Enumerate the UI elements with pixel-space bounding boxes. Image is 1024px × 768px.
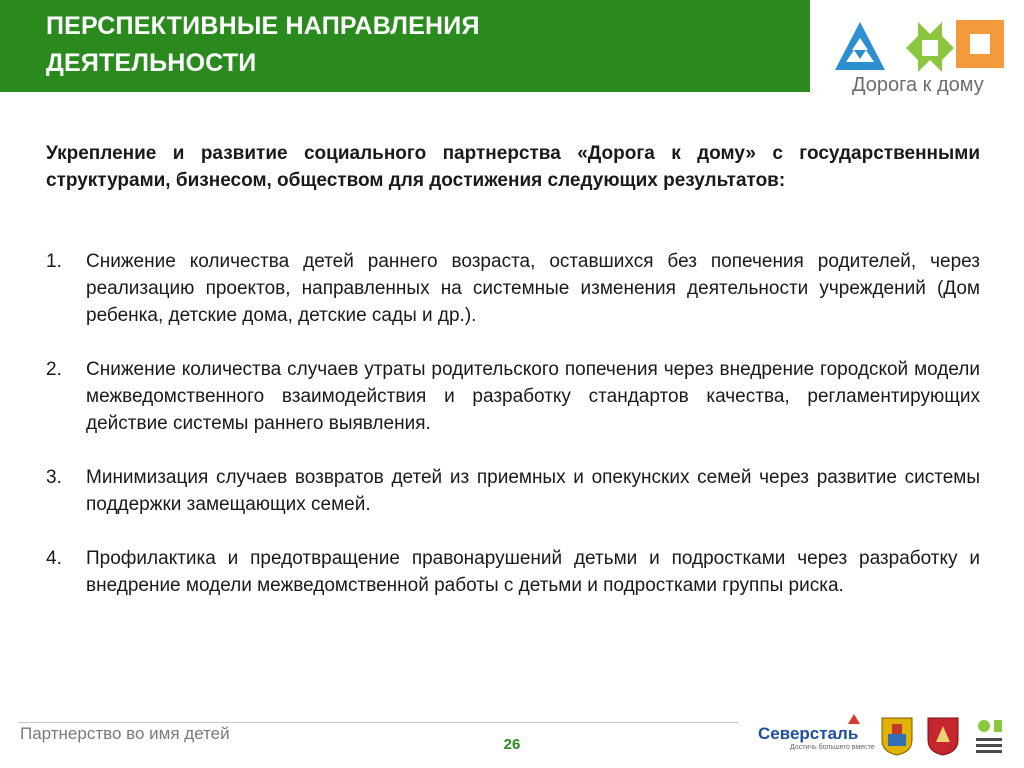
footer-divider — [18, 722, 738, 723]
list-item — [46, 248, 980, 329]
list-item-text: Профилактика и предотвращение правонарушений детьми и подростками через разработку и внедрение модели межведомственной работы с детьми и подростками группы риска. — [86, 548, 980, 596]
page-title — [46, 8, 786, 82]
list-item-number: 3. — [46, 467, 62, 488]
list-item — [46, 356, 980, 437]
list-item — [46, 464, 980, 518]
footer-text: Партнерство во имя детей — [20, 724, 230, 743]
severstal-tagline: Достичь большего вместе — [790, 744, 875, 751]
list-item — [46, 545, 980, 599]
green-cross-icon — [906, 22, 954, 72]
blue-triangle-icon — [835, 22, 885, 70]
children-fund-logo-icon — [972, 716, 1006, 756]
results-list — [46, 248, 980, 626]
list-item-text: Снижение количества случаев утраты родительского попечения через внедрение городской модели межведомственного взаимодействия и разработку стандартов качества, регламентирующих действие системы раннего выявления. — [86, 359, 980, 434]
severstal-mark-icon — [846, 712, 862, 726]
list-item-number: 4. — [46, 548, 62, 569]
list-item-text: Снижение количества детей раннего возраста, оставшихся без попечения родителей, через реализацию проектов, направленных на системные изменения деятельности учреждений (Дом ребенка, детские дома, детские сады и др.). — [86, 251, 980, 326]
city-emblem-icon — [880, 716, 914, 756]
logo-caption: Дорога к дому — [852, 74, 984, 96]
page-number: 26 — [503, 736, 521, 753]
intro-paragraph: Укрепление и развитие социального партнерства «Дорога к дому» с государственными структурами, бизнесом, обществом для достижения следующих результатов: — [46, 143, 980, 191]
list-item-number: 2. — [46, 359, 62, 380]
list-item-text: Минимизация случаев возвратов детей из приемных и опекунских семей через развитие системы поддержки замещающих семей. — [86, 467, 980, 515]
severstal-logo: Северсталь — [758, 724, 859, 743]
page-title-line-1: ПЕРСПЕКТИВНЫЕ НАПРАВЛЕНИЯ — [46, 12, 480, 40]
header-bar — [0, 0, 810, 92]
list-item-number: 1. — [46, 251, 62, 272]
page-title-line-2: ДЕЯТЕЛЬНОСТИ — [46, 49, 257, 77]
region-emblem-icon — [926, 716, 960, 756]
orange-square-icon — [956, 20, 1004, 68]
